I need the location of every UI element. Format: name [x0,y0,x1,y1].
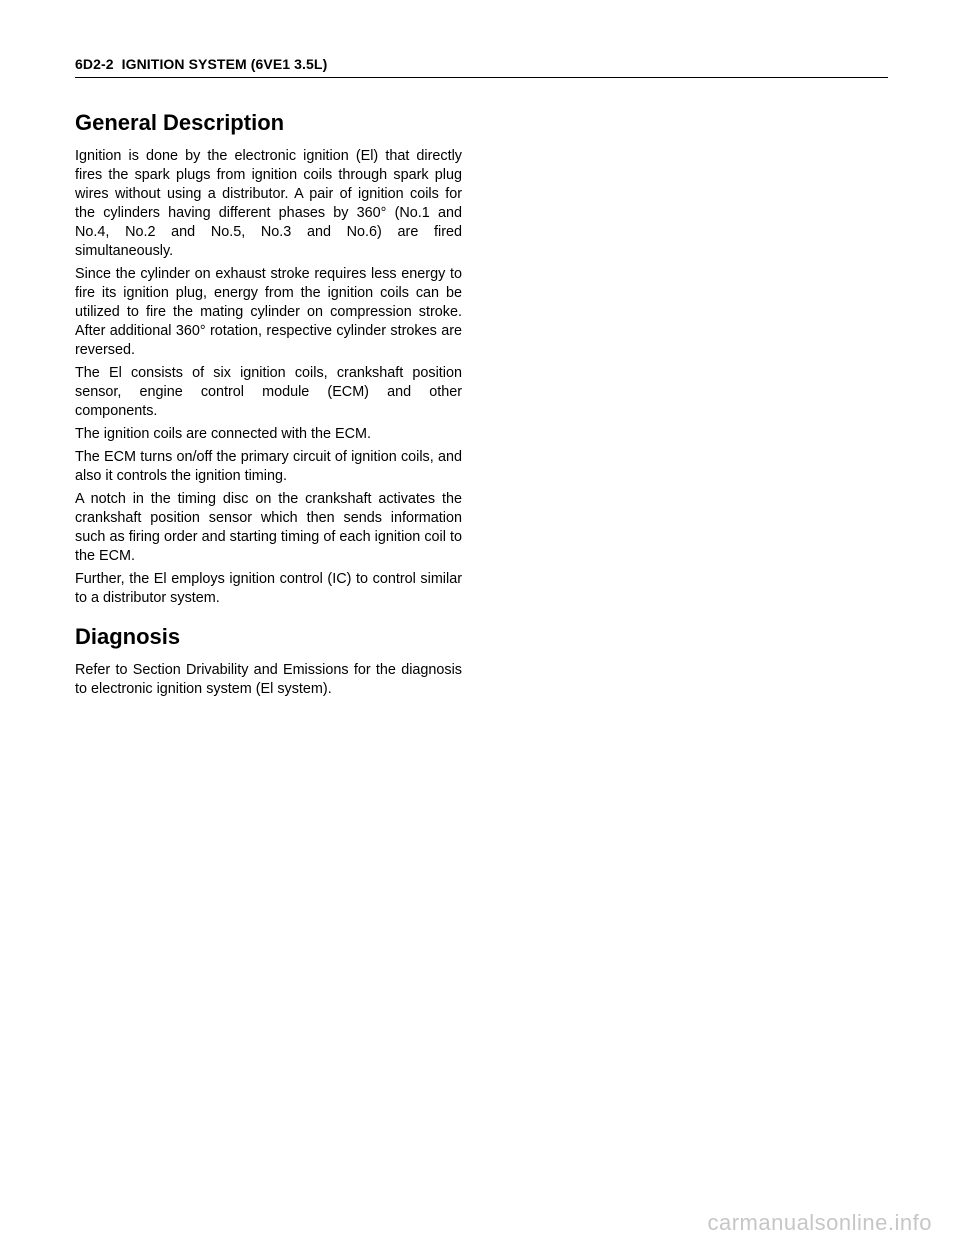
paragraph: Since the cylinder on exhaust stroke requires less energy to fire its ignition plug, energy from the ignition coils can be utilized to fire the mating cylinder on compression stroke. After additional 360° rotation, respective cylinder strokes are reversed. [75,266,462,358]
paragraph: A notch in the timing disc on the crankshaft activates the crankshaft position sensor which then sends information such as firing order and starting timing of each ignition coil to the ECM. [75,491,462,564]
page-header-title: 6D2-2 IGNITION SYSTEM (6VE1 3.5L) [75,56,328,72]
section-heading-diagnosis: Diagnosis [75,624,181,649]
paragraph: Further, the El employs ignition control (IC) to control similar to a distributor system. [75,571,462,606]
document-body [75,108,462,703]
paragraph: The ignition coils are connected with the ECM. [75,426,371,442]
paragraph: Ignition is done by the electronic ignition (El) that directly fires the spark plugs from ignition coils through spark plug wires without using a distributor. A pair of ignition coils for the cylinders having different phases by 360° (No.1 and No.4, No.2 and No.5, No.3 and No.6) are fired simultaneously. [75,148,462,259]
paragraph: Refer to Section Drivability and Emissions for the diagnosis to electronic ignition system (El system). [75,662,462,697]
section-heading-general-description: General Description [75,110,285,135]
paragraph: The ECM turns on/off the primary circuit of ignition coils, and also it controls the ignition timing. [75,449,462,484]
page-header [75,56,888,78]
paragraph: The El consists of six ignition coils, crankshaft position sensor, engine control module (ECM) and other components. [75,365,462,419]
watermark: carmanualsonline.info [707,1210,932,1235]
